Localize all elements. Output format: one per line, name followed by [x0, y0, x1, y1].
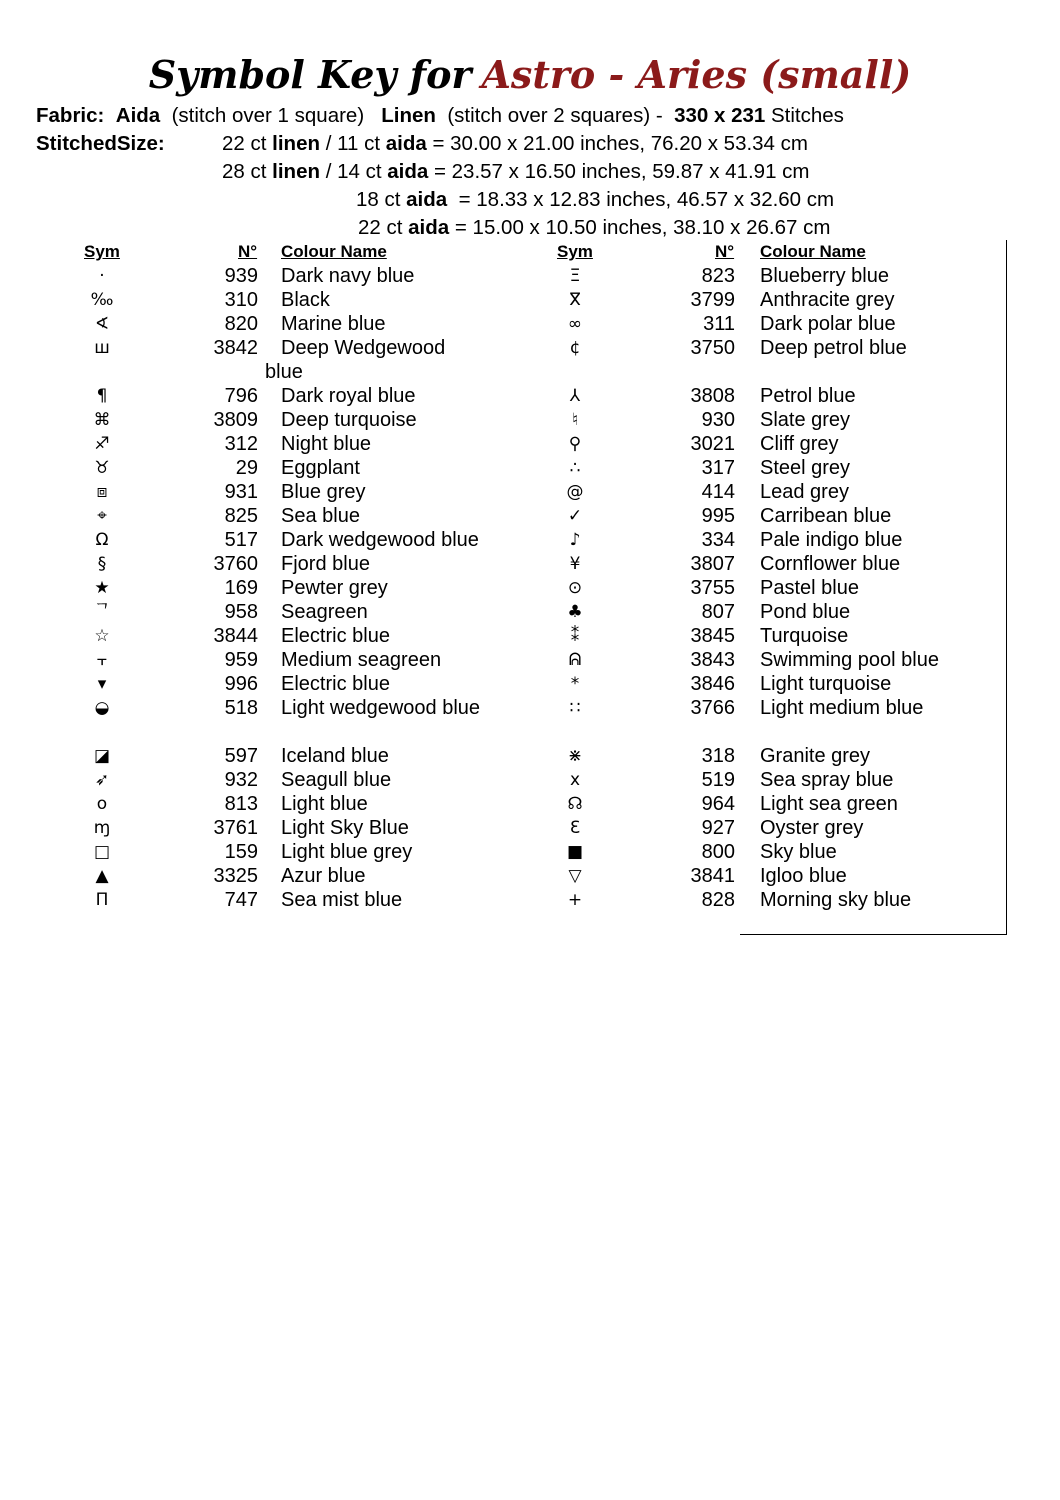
- title-design-name: Astro - Aries (small): [481, 52, 912, 97]
- thread-number: 597: [224, 745, 258, 767]
- stitched-size-label: StitchedSize:: [36, 132, 165, 155]
- fabric-aida-note: (stitch over 1 square): [171, 104, 365, 127]
- thread-number: 3761: [213, 817, 258, 839]
- thread-number: 3844: [213, 625, 258, 647]
- stitch-count: 330 x 231: [674, 104, 766, 127]
- fabric-label: Fabric:: [36, 104, 105, 127]
- thread-number: 796: [224, 385, 258, 407]
- symbol-icon: ▽: [568, 866, 582, 886]
- thread-number: 517: [224, 529, 258, 551]
- colour-name: Igloo blue: [760, 865, 847, 887]
- thread-number: 3760: [213, 553, 258, 575]
- colour-name: Granite grey: [760, 745, 871, 767]
- thread-number: 820: [224, 313, 258, 335]
- thread-number: 519: [701, 769, 735, 791]
- symbol-icon: Ɛ: [569, 818, 581, 838]
- colour-name: Light sea green: [760, 793, 898, 815]
- thread-number: 959: [224, 649, 258, 671]
- symbol-icon: ➶: [94, 770, 110, 790]
- thread-number: 3799: [690, 289, 735, 311]
- colour-name: Deep petrol blue: [760, 337, 907, 359]
- colour-name: Black: [281, 289, 330, 311]
- symbol-icon: ‰: [90, 290, 114, 310]
- symbol-icon: ∞: [567, 314, 583, 334]
- symbol-icon: ⴳ: [569, 290, 581, 310]
- symbol-icon: ∷: [569, 698, 581, 718]
- thread-number: 964: [701, 793, 735, 815]
- colour-name: Lead grey: [760, 481, 849, 503]
- symbol-icon: ⊙: [567, 578, 583, 598]
- colour-name: Pewter grey: [281, 577, 388, 599]
- bottom-border-line: [740, 934, 1007, 935]
- symbol-icon: ■: [566, 842, 584, 862]
- symbol-icon: ☆: [94, 626, 110, 646]
- symbol-icon: ∴: [569, 458, 581, 478]
- symbol-icon: ᄀ: [93, 602, 111, 622]
- symbol-icon: ✓: [567, 506, 583, 526]
- page-title: [0, 50, 1060, 100]
- thread-number: 3809: [213, 409, 258, 431]
- symbol-icon: @: [566, 482, 584, 502]
- thread-number: 932: [224, 769, 258, 791]
- symbol-icon: ⌖: [97, 506, 107, 526]
- symbol-icon: ♣: [567, 602, 583, 622]
- symbol-icon: +: [567, 890, 583, 910]
- colour-name: Dark wedgewood blue: [281, 529, 479, 551]
- colour-name: Pastel blue: [760, 577, 859, 599]
- colour-name: Pond blue: [760, 601, 851, 623]
- symbol-icon: ♮: [571, 410, 579, 430]
- symbol-icon: □: [93, 842, 111, 862]
- colour-name: Eggplant: [281, 457, 360, 479]
- symbol-icon: ⧈: [96, 482, 108, 502]
- colour-name: Light Sky Blue: [281, 817, 409, 839]
- stitched-size-line-4: 22 ct aida = 15.00 x 10.50 inches, 38.10 x 26.67 cm: [358, 216, 831, 239]
- right-name-header: Colour Name: [760, 242, 866, 261]
- thread-number: 3841: [690, 865, 735, 887]
- fabric-line: [36, 102, 844, 130]
- symbol-icon: ш: [94, 338, 110, 358]
- colour-name: Dark royal blue: [281, 385, 416, 407]
- left-num-header: N°: [238, 242, 258, 261]
- colour-name: Fjord blue: [281, 553, 370, 575]
- stitches-word: Stitches: [770, 104, 844, 127]
- thread-number: 823: [701, 265, 735, 287]
- colour-name: Dark polar blue: [760, 313, 896, 335]
- symbol-icon: ☊: [567, 794, 583, 814]
- symbol-icon: ⚲: [568, 434, 582, 454]
- colour-name: Anthracite grey: [760, 289, 895, 311]
- thread-number: 3807: [690, 553, 735, 575]
- thread-number: 3808: [690, 385, 735, 407]
- symbol-icon: ♉: [94, 458, 110, 478]
- colour-name: Azur blue: [281, 865, 366, 887]
- symbol-icon: ▾: [97, 674, 107, 694]
- thread-number: 807: [701, 601, 735, 623]
- colour-name: Petrol blue: [760, 385, 856, 407]
- colour-name: Sea spray blue: [760, 769, 894, 791]
- colour-name: Seagull blue: [281, 769, 392, 791]
- thread-number: 169: [224, 577, 258, 599]
- thread-number: 939: [224, 265, 258, 287]
- symbol-icon: §: [97, 554, 107, 574]
- colour-name: Seagreen: [281, 601, 368, 623]
- colour-name: Night blue: [281, 433, 372, 455]
- symbol-icon: ⋇: [567, 746, 583, 766]
- colour-name: Blue grey: [281, 481, 366, 503]
- thread-number: 311: [703, 313, 735, 335]
- colour-name: Light blue: [281, 793, 368, 815]
- right-num-header: N°: [715, 242, 735, 261]
- fabric-linen: Linen: [381, 104, 436, 127]
- thread-number: 930: [701, 409, 735, 431]
- thread-number: 3021: [690, 433, 735, 455]
- fabric-aida: Aida: [115, 104, 161, 127]
- stitched-size-line-2: 28 ct linen / 14 ct aida = 23.57 x 16.50 inches, 59.87 x 41.91 cm: [222, 160, 810, 183]
- colour-name: Marine blue: [281, 313, 386, 335]
- thread-number: 3846: [690, 673, 735, 695]
- symbol-icon: ¥: [569, 554, 581, 574]
- symbol-icon: ⫟: [96, 650, 108, 670]
- colour-name: Slate grey: [760, 409, 851, 431]
- thread-number: 3845: [690, 625, 735, 647]
- title-prefix: Symbol Key for: [148, 52, 472, 97]
- symbol-icon: Ξ: [569, 266, 581, 286]
- colour-name: Carribean blue: [760, 505, 892, 527]
- left-name-header: Colour Name: [281, 242, 387, 261]
- thread-number: 312: [224, 433, 258, 455]
- thread-number: 3325: [213, 865, 258, 887]
- symbol-icon: ⌘: [93, 410, 111, 430]
- symbol-icon: ★: [94, 578, 110, 598]
- thread-number: 414: [701, 481, 735, 503]
- symbol-icon: ◒: [94, 698, 110, 718]
- colour-name: Electric blue: [281, 625, 390, 647]
- colour-name: Cornflower blue: [760, 553, 901, 575]
- symbol-icon: ᕱ: [568, 650, 582, 670]
- thread-number: 3750: [690, 337, 735, 359]
- thread-number: 3842: [213, 337, 258, 359]
- thread-number: 931: [224, 481, 258, 503]
- colour-name: Sky blue: [760, 841, 837, 863]
- thread-number: 813: [224, 793, 258, 815]
- colour-name: Sea mist blue: [281, 889, 403, 911]
- thread-number: 3843: [690, 649, 735, 671]
- thread-number: 3766: [690, 697, 735, 719]
- symbol-icon: o: [96, 794, 108, 814]
- thread-number: 958: [224, 601, 258, 623]
- symbol-icon: ⁑: [570, 626, 580, 646]
- colour-name: Electric blue: [281, 673, 390, 695]
- thread-number: 318: [701, 745, 735, 767]
- colour-name: Steel grey: [760, 457, 851, 479]
- right-sym-header: Sym: [557, 242, 593, 261]
- fabric-linen-note: (stitch over 2 squares) -: [447, 104, 663, 127]
- thread-number: 828: [701, 889, 735, 911]
- colour-name: Iceland blue: [281, 745, 389, 767]
- thread-number: 995: [701, 505, 735, 527]
- symbol-icon: ⅄: [569, 386, 581, 406]
- thread-number: 927: [701, 817, 735, 839]
- colour-name: Deep turquoise: [281, 409, 417, 431]
- symbol-icon: ∢: [94, 314, 110, 334]
- symbol-icon: Π: [95, 890, 109, 910]
- right-border-line: [1006, 240, 1007, 935]
- symbol-icon: ·: [99, 266, 105, 286]
- stitched-size-line-1: 22 ct linen / 11 ct aida = 30.00 x 21.00 inches, 76.20 x 53.34 cm: [222, 132, 808, 155]
- colour-name: Light blue grey: [281, 841, 413, 863]
- symbol-icon: *: [570, 674, 580, 694]
- colour-name: Deep Wedgewood: [281, 337, 446, 359]
- symbol-icon: Ω: [95, 530, 109, 550]
- thread-number: 996: [224, 673, 258, 695]
- colour-name-continued: blue: [265, 361, 303, 383]
- thread-number: 159: [224, 841, 258, 863]
- colour-name: Morning sky blue: [760, 889, 912, 911]
- stitched-size-line-3: 18 ct aida = 18.33 x 12.83 inches, 46.57 x 32.60 cm: [356, 188, 835, 211]
- left-sym-header: Sym: [84, 242, 120, 261]
- symbol-icon: ɱ: [93, 818, 111, 838]
- symbol-icon: ¶: [96, 386, 108, 406]
- colour-name: Medium seagreen: [281, 649, 442, 671]
- thread-number: 3755: [690, 577, 735, 599]
- symbol-icon: ♐: [94, 434, 110, 454]
- thread-number: 334: [701, 529, 735, 551]
- symbol-icon: x: [569, 770, 581, 790]
- symbol-icon: ▲: [95, 866, 109, 886]
- colour-name: Swimming pool blue: [760, 649, 939, 671]
- colour-name: Turquoise: [760, 625, 849, 647]
- colour-name: Sea blue: [281, 505, 360, 527]
- colour-name: Light turquoise: [760, 673, 892, 695]
- colour-name: Light wedgewood blue: [281, 697, 481, 719]
- thread-number: 800: [701, 841, 735, 863]
- colour-name: Cliff grey: [760, 433, 839, 455]
- thread-number: 747: [224, 889, 258, 911]
- thread-number: 825: [224, 505, 258, 527]
- symbol-icon: ¢: [569, 338, 581, 358]
- colour-name: Pale indigo blue: [760, 529, 903, 551]
- colour-name: Oyster grey: [760, 817, 864, 839]
- symbol-icon: ♪: [569, 530, 581, 550]
- colour-name: Blueberry blue: [760, 265, 889, 287]
- colour-name: Dark navy blue: [281, 265, 415, 287]
- thread-number: 310: [224, 289, 258, 311]
- symbol-icon: ◪: [93, 746, 111, 766]
- thread-number: 518: [224, 697, 258, 719]
- thread-number: 29: [235, 457, 258, 479]
- colour-name: Light medium blue: [760, 697, 924, 719]
- thread-number: 317: [701, 457, 735, 479]
